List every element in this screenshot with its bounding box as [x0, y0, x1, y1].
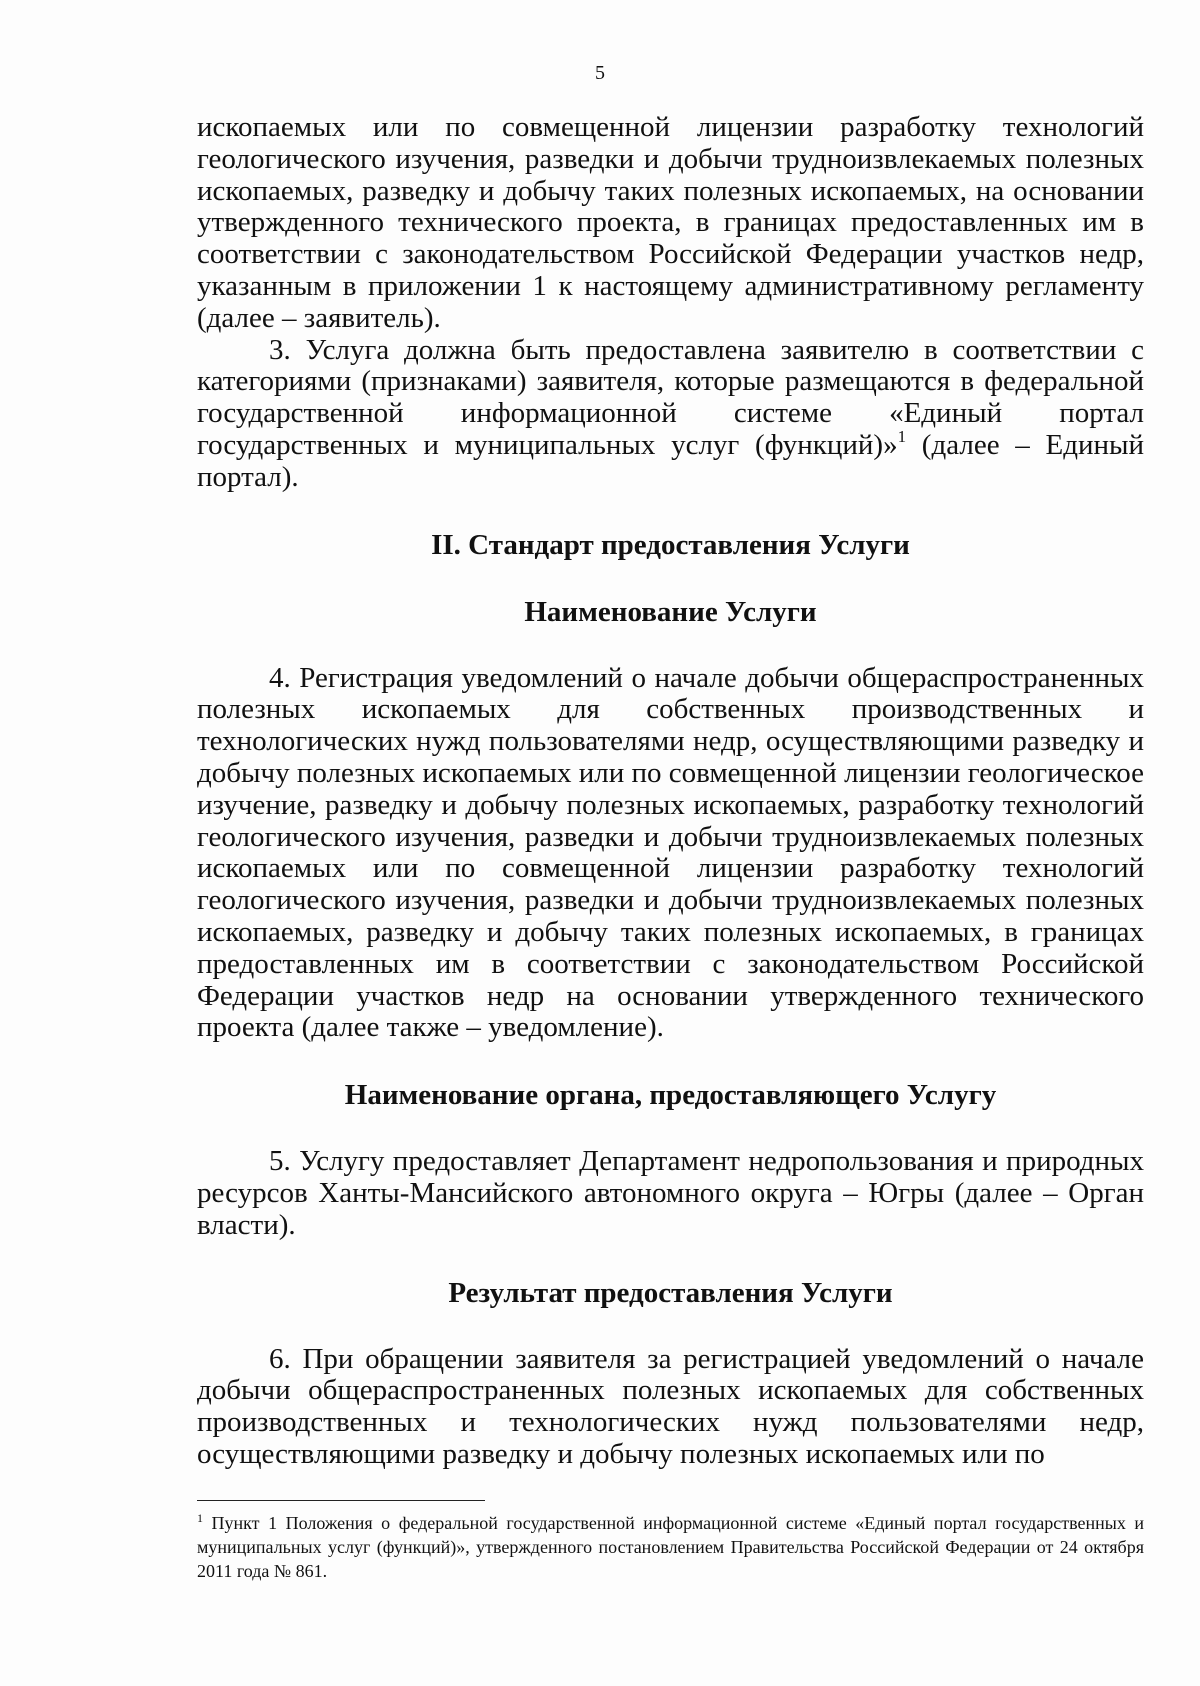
paragraph-3-text: Услуга должна быть предоставлена заявителю в соответствии с категориями (признаками) заявителя, которые размещаются в федеральной государственной информационной системе «Единый портал государственных и муниципальных услуг (функций)»	[197, 333, 1145, 461]
service-name-heading: Наименование Услуги	[524, 595, 817, 628]
result-heading: Результат предоставления Услуги	[448, 1276, 893, 1309]
paragraph-4-text: Регистрация уведомлений о начале добычи общераспространенных полезных ископаемых для собственных производственных и технологических нужд пользователями недр, осуществляющими разведку и добычу полезных ископаемых или по совмещенной лицензии геологическое изучение, разведку и добычу полезных ископаемых, разработку технологий геологического изучения, разведки и добычи трудноизвлекаемых полезных ископаемых или по совмещенной лицензии разработку технологий геологического изучения, разведки и добычи трудноизвлекаемых полезных ископаемых, разведку и добычу таких полезных ископаемых, в границах предоставленных им в соответствии с законодательством Российской Федерации участков недр на основании утвержденного технического проекта (далее также – уведомление).	[197, 661, 1144, 1044]
paragraph-5-number: 5.	[269, 1145, 291, 1178]
paragraph-3	[197, 335, 1144, 494]
paragraph-5	[197, 1146, 1144, 1241]
paragraph-3-number: 3.	[269, 333, 291, 366]
document-body	[197, 112, 1144, 1471]
footnote-reference: 1	[897, 426, 907, 446]
paragraph-6-number: 6.	[269, 1342, 291, 1375]
page-number: 5	[595, 62, 605, 84]
paragraph-4	[197, 663, 1144, 1045]
paragraph-continuation: ископаемых или по совмещенной лицензии разработку технологий геологического изучения, разведки и добычи трудноизвлекаемых полезных ископаемых, разведку и добычу таких полезных ископаемых, на основании утвержденного технического проекта, в границах предоставленных им в соответствии с законодательством Российской Федерации участков недр, указанным в приложении 1 к настоящему административному регламенту (далее – заявитель).	[197, 111, 1144, 334]
paragraph-3-tail: (далее – Единый портал).	[197, 428, 1145, 493]
paragraph-5-text: Услугу предоставляет Департамент недропользования и природных ресурсов Ханты-Мансийского автономного округа – Югры (далее – Орган власти).	[197, 1145, 1145, 1241]
footnote-separator	[197, 1500, 485, 1501]
footnote-marker: 1	[197, 1511, 203, 1525]
authority-name-heading: Наименование органа, предоставляющего Услугу	[344, 1079, 997, 1112]
section-2-heading: II. Стандарт предоставления Услуги	[431, 528, 910, 561]
footnote	[197, 1511, 1144, 1583]
footnote-text: Пункт 1 Положения о федеральной государственной информационной системе «Единый портал государственных и муниципальных услуг (функций)», утвержденного постановлением Правительства Российской Федерации от 24 октября 2011 года № 861.	[197, 1513, 1144, 1581]
paragraph-6	[197, 1344, 1144, 1471]
paragraph-6-text: При обращении заявителя за регистрацией уведомлений о начале добычи общераспространенных полезных ископаемых для собственных производственных и технологических нужд пользователями недр, осуществляющими разведку и добычу полезных ископаемых или по	[197, 1342, 1144, 1470]
paragraph-4-number: 4.	[269, 661, 291, 694]
